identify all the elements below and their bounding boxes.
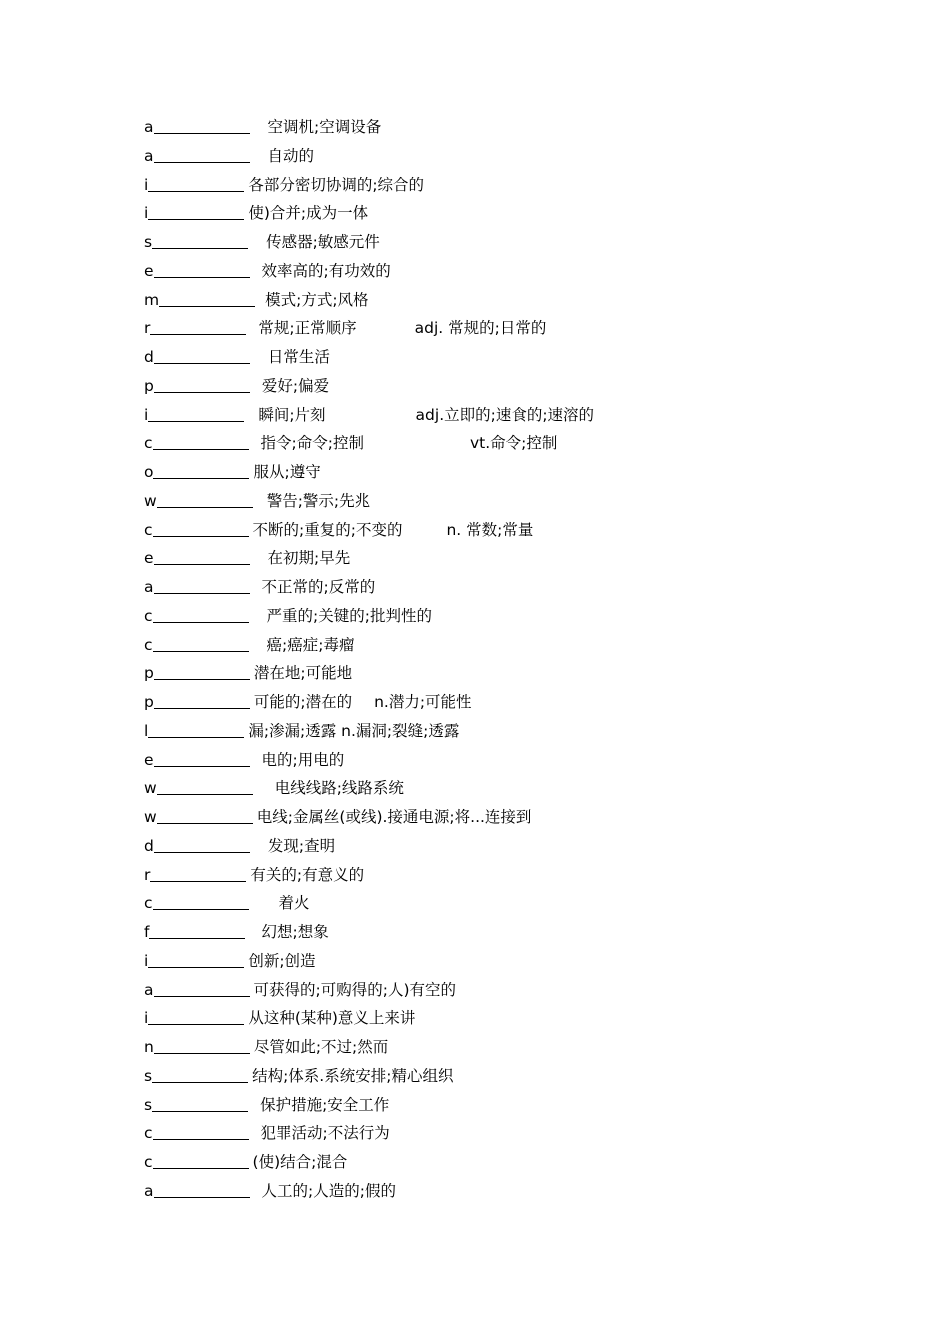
chinese-meaning: 不正常的;反常的 [261, 578, 376, 596]
vocab-row [144, 314, 864, 343]
vocab-row [144, 803, 864, 832]
fill-in-blank [154, 577, 250, 594]
additional-meaning: n. 常数;常量 [446, 520, 534, 539]
initial-letter: a [144, 980, 154, 999]
chinese-meaning: 保护措施;安全工作 [260, 1095, 390, 1114]
vocab-row [144, 142, 864, 171]
initial-letter: e [144, 261, 154, 280]
chinese-meaning: 各部分密切协调的;综合的 [248, 175, 425, 194]
chinese-meaning: 不断的;重复的;不变的 [252, 520, 403, 539]
initial-letter: d [144, 836, 154, 855]
initial-letter: i [144, 405, 149, 424]
initial-letter: a [144, 578, 154, 596]
fill-in-blank [154, 1037, 250, 1054]
initial-letter: e [144, 549, 154, 568]
chinese-meaning: 效率高的;有功效的 [261, 261, 391, 280]
fill-in-blank [154, 836, 250, 853]
initial-letter: l [144, 721, 149, 740]
vocab-row [144, 976, 864, 1005]
chinese-meaning: 犯罪活动;不法行为 [260, 1124, 390, 1143]
fill-in-blank [153, 635, 249, 652]
initial-letter: m [144, 290, 160, 309]
vocab-row [144, 401, 864, 430]
initial-letter: p [144, 664, 154, 683]
fill-in-blank [148, 203, 244, 220]
fill-in-blank [152, 1066, 248, 1083]
chinese-meaning: 传感器;敏感元件 [266, 233, 380, 251]
vocab-row [144, 286, 864, 315]
vocab-row [144, 487, 864, 516]
fill-in-blank [153, 433, 249, 450]
vocab-row [144, 113, 864, 142]
chinese-meaning: (使)结合;混合 [252, 1153, 348, 1171]
vocab-row [144, 171, 864, 200]
vocab-row [144, 688, 864, 717]
vocab-row [144, 889, 864, 918]
vocabulary-list [144, 113, 864, 1206]
vocab-row [144, 631, 864, 660]
initial-letter: c [144, 894, 153, 913]
fill-in-blank [157, 778, 253, 795]
fill-in-blank [154, 548, 250, 565]
initial-letter: c [144, 520, 153, 539]
vocab-row [144, 516, 864, 545]
initial-letter: r [144, 865, 151, 884]
vocab-row [144, 1062, 864, 1091]
vocab-row [144, 372, 864, 401]
chinese-meaning: 着火 [278, 894, 310, 913]
chinese-meaning: 潜在地;可能地 [253, 664, 353, 683]
fill-in-blank [154, 692, 250, 709]
fill-in-blank [152, 1095, 248, 1112]
initial-letter: c [144, 1153, 153, 1171]
initial-letter: i [144, 951, 149, 970]
chinese-meaning: 自动的 [267, 146, 315, 165]
chinese-meaning: 使)合并;成为一体 [248, 204, 369, 223]
fill-in-blank [154, 261, 250, 278]
vocab-row [144, 774, 864, 803]
fill-in-blank [150, 318, 246, 335]
chinese-meaning: 爱好;偏爱 [261, 376, 330, 395]
chinese-meaning: 警告;警示;先兆 [266, 491, 371, 510]
fill-in-blank [154, 1181, 250, 1198]
fill-in-blank [154, 750, 250, 767]
chinese-meaning: 可获得的;可购得的;人)有空的 [253, 980, 456, 999]
initial-letter: s [144, 1066, 153, 1085]
vocab-row [144, 918, 864, 947]
chinese-meaning: 指令;命令;控制 [260, 434, 364, 453]
initial-letter: n [144, 1038, 154, 1056]
initial-letter: e [144, 750, 154, 769]
vocab-row [144, 717, 864, 746]
chinese-meaning: 幻想;想象 [261, 923, 329, 941]
fill-in-blank [149, 922, 245, 939]
fill-in-blank [150, 865, 246, 882]
vocab-row [144, 1033, 864, 1062]
fill-in-blank [148, 405, 244, 422]
vocab-row [144, 343, 864, 372]
fill-in-blank [153, 606, 249, 623]
vocab-row [144, 1091, 864, 1120]
chinese-meaning: 常规;正常顺序 [258, 319, 357, 338]
vocab-row [144, 1148, 864, 1177]
chinese-meaning: 发现;查明 [267, 836, 336, 855]
initial-letter: s [144, 1095, 153, 1114]
vocab-row [144, 573, 864, 602]
chinese-meaning: 漏;渗漏;透露 n.漏洞;裂缝;透露 [248, 721, 460, 740]
chinese-meaning: 严重的;关键的;批判性的 [266, 606, 432, 625]
vocab-row [144, 228, 864, 257]
initial-letter: c [144, 434, 153, 453]
fill-in-blank [153, 893, 249, 910]
additional-meaning: vt.命令;控制 [469, 434, 558, 453]
fill-in-blank [154, 980, 250, 997]
fill-in-blank [159, 290, 255, 307]
vocab-row [144, 861, 864, 890]
initial-letter: p [144, 376, 154, 395]
initial-letter: c [144, 1124, 153, 1143]
chinese-meaning: 结构;体系.系统安排;精心组织 [252, 1066, 454, 1085]
initial-letter: i [144, 204, 149, 223]
vocab-row [144, 602, 864, 631]
chinese-meaning: 创新;创造 [248, 951, 316, 970]
vocab-row [144, 257, 864, 286]
additional-meaning: adj. 常规的;日常的 [414, 319, 547, 338]
chinese-meaning: 日常生活 [267, 348, 330, 366]
chinese-meaning: 服从;遵守 [253, 463, 321, 481]
chinese-meaning: 模式;方式;风格 [265, 290, 369, 309]
initial-letter: d [144, 348, 154, 366]
initial-letter: i [144, 1009, 149, 1028]
vocab-row [144, 1004, 864, 1033]
chinese-meaning: 电的;用电的 [261, 750, 345, 769]
initial-letter: w [144, 491, 157, 510]
additional-meaning: n.潜力;可能性 [374, 693, 472, 711]
fill-in-blank [148, 951, 244, 968]
fill-in-blank [148, 175, 244, 192]
vocab-row [144, 659, 864, 688]
initial-letter: w [144, 808, 157, 826]
chinese-meaning: 电线线路;线路系统 [274, 779, 404, 798]
additional-meaning: adj.立即的;速食的;速溶的 [415, 405, 595, 424]
initial-letter: f [144, 923, 150, 941]
fill-in-blank [153, 1123, 249, 1140]
fill-in-blank [154, 146, 250, 163]
chinese-meaning: 癌;癌症;毒瘤 [266, 635, 355, 654]
vocab-row [144, 746, 864, 775]
initial-letter: c [144, 606, 153, 625]
fill-in-blank [157, 491, 253, 508]
vocab-row [144, 1177, 864, 1206]
fill-in-blank [154, 663, 250, 680]
fill-in-blank [148, 1008, 244, 1025]
chinese-meaning: 电线;金属丝(或线).接通电源;将...连接到 [256, 808, 532, 826]
fill-in-blank [152, 232, 248, 249]
initial-letter: i [144, 175, 149, 194]
fill-in-blank [153, 520, 249, 537]
chinese-meaning: 有关的;有意义的 [250, 865, 365, 884]
fill-in-blank [154, 347, 250, 364]
vocab-row [144, 429, 864, 458]
vocab-row [144, 832, 864, 861]
chinese-meaning: 可能的;潜在的 [253, 693, 353, 711]
chinese-meaning: 空调机;空调设备 [267, 118, 382, 136]
chinese-meaning: 尽管如此;不过;然而 [253, 1038, 389, 1056]
chinese-meaning: 从这种(某种)意义上来讲 [248, 1009, 416, 1028]
fill-in-blank [154, 117, 250, 134]
vocab-row [144, 544, 864, 573]
fill-in-blank [157, 807, 253, 824]
initial-letter: s [144, 233, 153, 251]
fill-in-blank [148, 721, 244, 738]
initial-letter: r [144, 319, 151, 338]
initial-letter: p [144, 693, 154, 711]
chinese-meaning: 人工的;人造的;假的 [261, 1181, 396, 1200]
vocab-row [144, 1119, 864, 1148]
fill-in-blank [153, 462, 249, 479]
vocab-row [144, 458, 864, 487]
vocab-row [144, 199, 864, 228]
initial-letter: a [144, 118, 154, 136]
initial-letter: c [144, 635, 153, 654]
chinese-meaning: 在初期;早先 [267, 549, 351, 568]
fill-in-blank [154, 376, 250, 393]
initial-letter: w [144, 779, 157, 798]
fill-in-blank [153, 1152, 249, 1169]
chinese-meaning: 瞬间;片刻 [258, 405, 326, 424]
vocab-row [144, 947, 864, 976]
initial-letter: a [144, 1181, 154, 1200]
initial-letter: o [144, 463, 154, 481]
initial-letter: a [144, 146, 154, 165]
